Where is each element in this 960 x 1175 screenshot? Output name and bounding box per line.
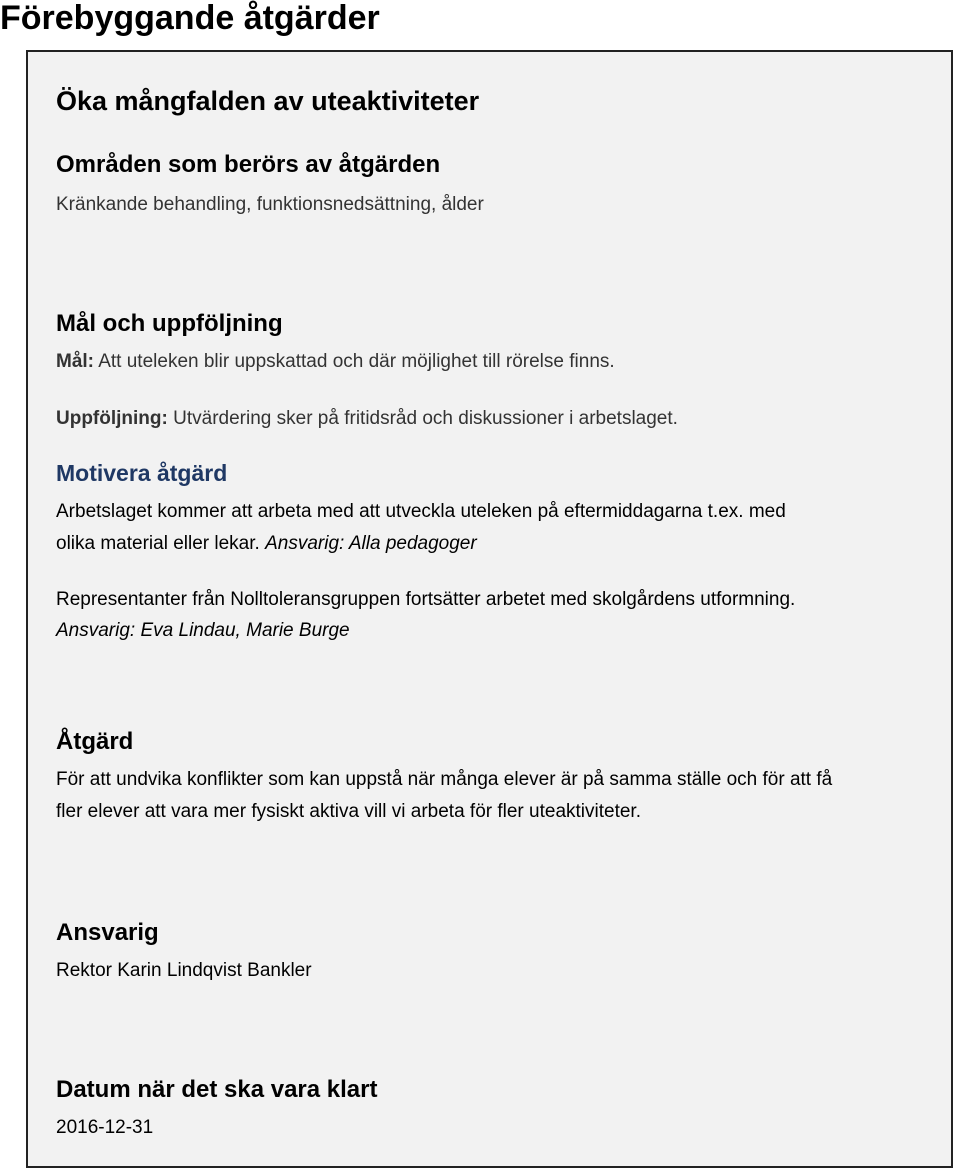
measure-box xyxy=(26,50,953,1168)
followup-text: Utvärdering sker på fritidsråd och diskussioner i arbetslaget. xyxy=(167,408,678,429)
areas-text: Kränkande behandling, funktionsnedsättning, ålder xyxy=(56,194,484,215)
page-title: Förebyggande åtgärder xyxy=(0,0,380,37)
motivation-para1-responsible: Ansvarig: Alla pedagoger xyxy=(265,533,477,554)
followup-line xyxy=(56,406,678,432)
motivation-para2-responsible: Ansvarig: Eva Lindau, Marie Burge xyxy=(56,620,350,641)
motivation-para1-line1: Arbetslaget kommer att arbeta med att utveckla uteleken på eftermiddagarna t.ex. med xyxy=(56,501,786,522)
motivation-para2-line1: Representanter från Nolltoleransgruppen fortsätter arbetet med skolgårdens utformning. xyxy=(56,589,796,610)
responsible-text: Rektor Karin Lindqvist Bankler xyxy=(56,960,312,981)
goal-line xyxy=(56,349,615,375)
areas-heading: Områden som berörs av åtgärden xyxy=(56,151,441,178)
deadline-text: 2016-12-31 xyxy=(56,1117,154,1138)
responsible-heading: Ansvarig xyxy=(56,919,159,946)
goal-label: Mål: xyxy=(56,351,94,372)
action-heading: Åtgärd xyxy=(56,728,134,755)
motivation-heading: Motivera åtgärd xyxy=(56,460,228,486)
motivation-para1-text: olika material eller lekar. xyxy=(56,533,266,554)
followup-label: Uppföljning: xyxy=(56,408,168,429)
motivation-para1-line2 xyxy=(56,531,477,557)
goals-heading: Mål och uppföljning xyxy=(56,310,283,337)
measure-title: Öka mångfalden av uteaktiviteter xyxy=(56,86,480,116)
action-line1: För att undvika konflikter som kan uppstå när många elever är på samma ställe och för att få xyxy=(56,769,833,790)
action-line2: fler elever att vara mer fysiskt aktiva vill vi arbeta för fler uteaktiviteter. xyxy=(56,801,641,822)
goal-text: Att uteleken blir uppskattad och där möjlighet till rörelse finns. xyxy=(94,351,615,372)
deadline-heading: Datum när det ska vara klart xyxy=(56,1076,378,1103)
